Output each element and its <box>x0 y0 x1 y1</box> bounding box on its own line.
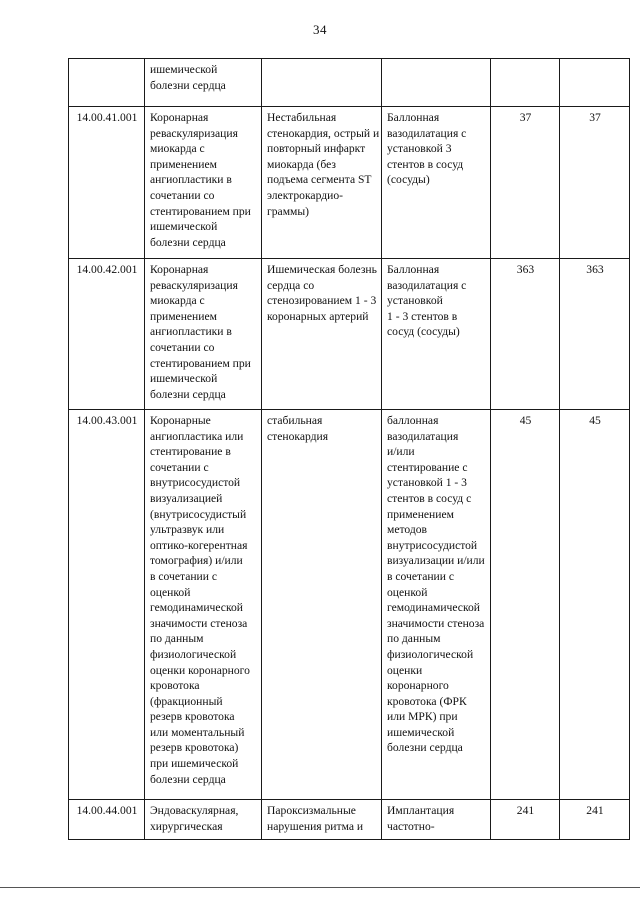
cell-text-line: внутрисосудистой <box>387 538 478 552</box>
procedure-name-cell <box>145 107 262 259</box>
cell-text-line: визуализацией <box>150 491 223 505</box>
cell-text-line: стентов в сосуд <box>387 157 464 171</box>
cell-text-line: ишемической <box>150 372 218 386</box>
table-row <box>69 259 630 410</box>
cell-text-line: томография) и/или <box>150 554 243 568</box>
cell-text-line: Нестабильная <box>267 111 337 124</box>
method-cell <box>382 410 491 800</box>
cell-text-line: миокарда с <box>150 294 205 308</box>
cell-text-line: ишемической <box>150 220 218 234</box>
method-cell <box>382 259 491 410</box>
cell-text-line: значимости стеноза <box>387 616 485 630</box>
cell-text-line: установкой 1 - 3 <box>387 476 467 490</box>
cell-text-line: при ишемической <box>150 757 239 771</box>
cell-text-line: сочетании со <box>150 340 215 354</box>
value-cell-1: 363 <box>491 259 560 410</box>
diagnosis-cell <box>262 800 382 840</box>
table-row <box>69 800 630 840</box>
cell-text-line: физиологической <box>150 647 237 661</box>
cell-text-line: миокарда (без <box>267 157 337 171</box>
cell-text-line: в сочетании с <box>150 569 218 583</box>
page-number: 34 <box>313 22 327 37</box>
method-cell <box>382 107 491 259</box>
cell-text-line: болезни сердца <box>387 741 463 755</box>
cell-text-line: или моментальный <box>150 725 245 739</box>
cell-text-line: или МРК) при <box>387 710 458 724</box>
cell-text-line: стабильная <box>267 414 323 427</box>
cell-text-line: оценкой <box>387 585 428 599</box>
value-cell-2: 241 <box>560 800 630 840</box>
cell-text-line: Баллонная <box>387 263 440 276</box>
cell-text-line: реваскуляризация <box>150 278 238 292</box>
value-cell-2: 363 <box>560 259 630 410</box>
cell-text-line: Имплантация <box>387 804 455 817</box>
cell-text-line: ишемической <box>150 63 218 76</box>
cell-text-line: частотно- <box>387 819 435 833</box>
cell-text-line: ишемической <box>387 725 455 739</box>
cell-text-line: Коронарные <box>150 414 211 427</box>
cell-text-line: в сочетании с <box>387 569 455 583</box>
cell-text-line: стентирование в <box>150 445 231 459</box>
cell-text-line: кровотока (ФРК <box>387 694 467 708</box>
cell-text-line: резерв кровотока) <box>150 741 239 755</box>
cell-text-line: по данным <box>150 632 204 646</box>
value-cell-2: 37 <box>560 107 630 259</box>
cell-text-line: хирургическая <box>150 819 223 833</box>
cell-text-line: по данным <box>387 632 441 646</box>
code-cell: 14.00.41.001 <box>69 107 145 259</box>
cell-text-line: Коронарная <box>150 111 209 124</box>
cell-text-line: внутрисосудистой <box>150 476 241 490</box>
cell-text-line: сочетании с <box>150 460 209 474</box>
table-row <box>69 410 630 800</box>
procedure-name-cell <box>145 410 262 800</box>
value-cell-1 <box>491 59 560 107</box>
cell-text-line: методов <box>387 523 428 537</box>
cell-text-line: болезни сердца <box>150 78 226 92</box>
cell-text-line: применением <box>387 507 454 521</box>
cell-text-line: вазодилатация <box>387 429 459 443</box>
diagnosis-cell <box>262 410 382 800</box>
value-cell-2: 45 <box>560 410 630 800</box>
code-cell: 14.00.42.001 <box>69 259 145 410</box>
cell-text-line: Эндоваскулярная, <box>150 804 239 817</box>
code-cell: 14.00.44.001 <box>69 800 145 840</box>
cell-text-line: визуализации и/или <box>387 554 485 568</box>
cell-text-line: стентирование с <box>387 460 468 474</box>
cell-text-line: сердца со <box>267 278 315 292</box>
cell-text-line: реваскуляризация <box>150 126 238 140</box>
cell-text-line: граммы) <box>267 204 310 218</box>
cell-text-line: ангиопластики в <box>150 325 232 339</box>
value-cell-1: 37 <box>491 107 560 259</box>
table-row <box>69 59 630 107</box>
cell-text-line: вазодилатация с <box>387 278 467 292</box>
cell-text-line: (сосуды) <box>387 173 430 187</box>
cell-text-line: физиологической <box>387 647 474 661</box>
cell-text-line: ультразвук или <box>150 523 225 537</box>
procedure-name-cell <box>145 800 262 840</box>
cell-text-line: ангиопластики в <box>150 173 232 187</box>
cell-text-line: Пароксизмальные <box>267 804 356 817</box>
cell-text-line: и/или <box>387 445 415 459</box>
bottom-rule <box>0 887 640 888</box>
cell-text-line: установкой 3 <box>387 142 452 156</box>
diagnosis-cell <box>262 259 382 410</box>
cell-text-line: болезни сердца <box>150 387 226 401</box>
value-cell-2 <box>560 59 630 107</box>
cell-text-line: применением <box>150 309 217 323</box>
cell-text-line: оценки коронарного <box>150 663 250 677</box>
cell-text-line: подъема сегмента ST <box>267 173 372 187</box>
cell-text-line: Баллонная <box>387 111 440 124</box>
cell-text-line: (внутрисосудистый <box>150 507 247 521</box>
cell-text-line: коронарного <box>387 679 449 693</box>
cell-text-line: применением <box>150 157 217 171</box>
cell-text-line: кровотока <box>150 679 200 693</box>
code-cell: 14.00.43.001 <box>69 410 145 800</box>
cell-text-line: резерв кровотока <box>150 710 235 724</box>
cell-text-line: оценки <box>387 663 423 677</box>
cell-text-line: стенокардия, острый и <box>267 126 380 140</box>
diagnosis-cell <box>262 59 382 107</box>
cell-text-line: 1 - 3 стентов в <box>387 309 458 323</box>
method-cell <box>382 800 491 840</box>
cell-text-line: болезни сердца <box>150 772 226 786</box>
cell-text-line: Ишемическая болезнь <box>267 263 377 276</box>
table-row <box>69 107 630 259</box>
cell-text-line: миокарда с <box>150 142 205 156</box>
method-cell <box>382 59 491 107</box>
cell-text-line: сосуд (сосуды) <box>387 325 460 339</box>
cell-text-line: ангиопластика или <box>150 429 244 443</box>
cell-text-line: сочетании со <box>150 188 215 202</box>
cell-text-line: стенокардия <box>267 429 329 443</box>
procedure-name-cell <box>145 259 262 410</box>
cell-text-line: вазодилатация с <box>387 126 467 140</box>
cell-text-line: стентов в сосуд с <box>387 491 472 505</box>
cell-text-line: (фракционный <box>150 694 223 708</box>
cell-text-line: стентированием при <box>150 204 251 218</box>
cell-text-line: гемодинамической <box>150 601 243 615</box>
code-cell <box>69 59 145 107</box>
cell-text-line: электрокардио- <box>267 188 343 202</box>
procedures-table <box>68 58 630 840</box>
cell-text-line: баллонная <box>387 414 439 427</box>
diagnosis-cell <box>262 107 382 259</box>
value-cell-1: 241 <box>491 800 560 840</box>
cell-text-line: повторный инфаркт <box>267 142 366 156</box>
cell-text-line: Коронарная <box>150 263 209 276</box>
procedure-name-cell <box>145 59 262 107</box>
cell-text-line: установкой <box>387 294 443 308</box>
cell-text-line: значимости стеноза <box>150 616 248 630</box>
cell-text-line: гемодинамической <box>387 601 480 615</box>
table-body <box>69 59 630 840</box>
cell-text-line: коронарных артерий <box>267 309 369 323</box>
cell-text-line: стенозированием 1 - 3 <box>267 294 377 308</box>
cell-text-line: оценкой <box>150 585 191 599</box>
cell-text-line: болезни сердца <box>150 235 226 249</box>
cell-text-line: нарушения ритма и <box>267 819 364 833</box>
cell-text-line: оптико-когерентная <box>150 538 248 552</box>
cell-text-line: стентированием при <box>150 356 251 370</box>
value-cell-1: 45 <box>491 410 560 800</box>
